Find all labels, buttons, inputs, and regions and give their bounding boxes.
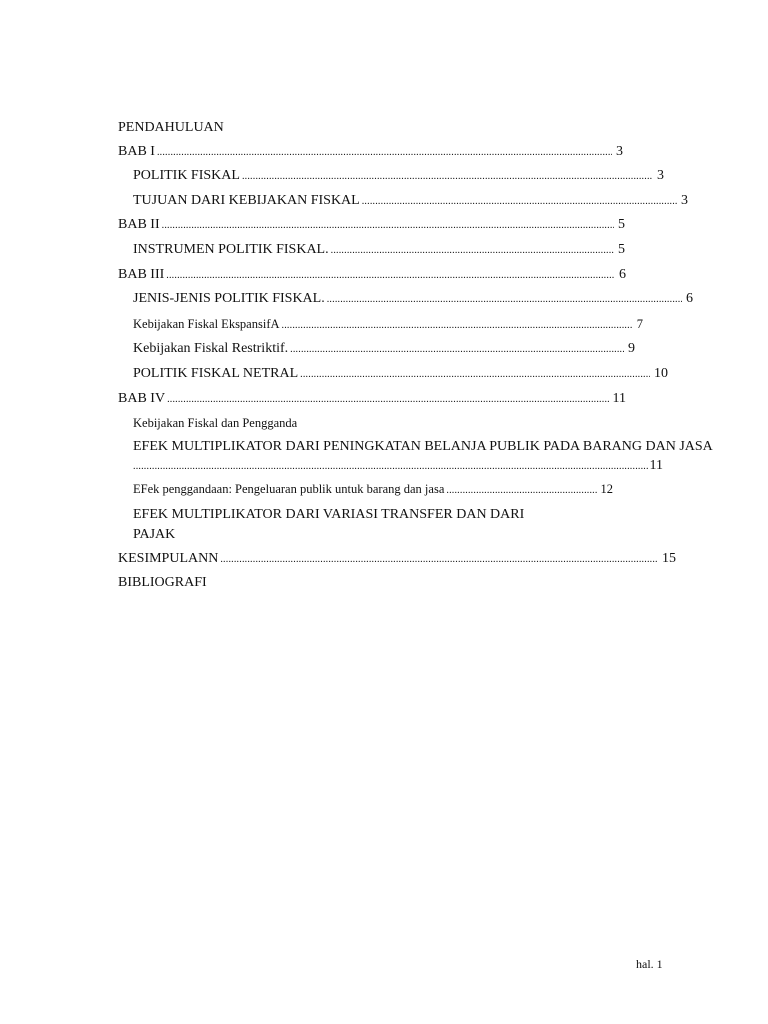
toc-title: BAB I bbox=[118, 143, 155, 159]
toc-page-number: 11 bbox=[649, 457, 663, 473]
toc-entry-instrumen bbox=[118, 240, 625, 261]
toc-entry-bab-2 bbox=[118, 215, 625, 236]
toc-page-number: 3 bbox=[616, 143, 623, 159]
toc-title: BAB IV bbox=[118, 390, 166, 406]
toc-page-number: 12 bbox=[600, 482, 613, 497]
toc-leader-dots bbox=[300, 365, 650, 385]
toc-title: TUJUAN DARI KEBIJAKAN FISKAL bbox=[133, 192, 360, 208]
toc-title-line-2: PAJAK bbox=[133, 526, 176, 542]
toc-entry-bab-3 bbox=[118, 265, 626, 286]
toc-page-number: 3 bbox=[681, 192, 688, 208]
toc-leader-dots bbox=[157, 143, 612, 163]
toc-leader-dots bbox=[166, 266, 615, 286]
toc-title: BAB II bbox=[118, 217, 160, 233]
toc-page-number: 11 bbox=[612, 390, 626, 406]
toc-entry-kesimpulan bbox=[118, 549, 676, 570]
toc-leader-dots bbox=[290, 340, 624, 360]
toc-page-number: 10 bbox=[654, 365, 668, 381]
toc-title: INSTRUMEN POLITIK FISKAL. bbox=[133, 241, 329, 257]
toc-title: EFek penggandaan: Pengeluaran publik untuk barang dan jasa bbox=[133, 482, 445, 497]
toc-leader-dots bbox=[133, 458, 648, 476]
toc-leader-line bbox=[133, 457, 663, 476]
toc-entry-bab-4 bbox=[118, 389, 626, 410]
toc-title: JENIS-JENIS POLITIK FISKAL. bbox=[133, 291, 325, 307]
toc-leader-dots bbox=[167, 390, 608, 410]
toc-title: Kebijakan Fiskal Restriktif. bbox=[133, 341, 289, 357]
toc-title: BIBLIOGRAFI bbox=[118, 575, 207, 591]
toc-title: BAB III bbox=[118, 266, 165, 282]
table-of-contents bbox=[118, 118, 718, 597]
toc-entry-tujuan bbox=[118, 191, 688, 212]
toc-entry-pendahuluan bbox=[118, 118, 718, 138]
toc-entry-efek-belanja bbox=[118, 437, 718, 476]
toc-title: KESIMPULANN bbox=[118, 550, 219, 566]
toc-page-number: 15 bbox=[662, 550, 676, 566]
toc-title: PENDAHULUAN bbox=[118, 120, 224, 135]
toc-title-line-1: EFEK MULTIPLIKATOR DARI VARIASI TRANSFER DAN DARI bbox=[133, 506, 525, 522]
toc-title: EFEK MULTIPLIKATOR DARI PENINGKATAN BELANJA PUBLIK PADA BARANG DAN JASA bbox=[133, 438, 713, 454]
toc-entry-bab-1 bbox=[118, 142, 623, 163]
toc-title: POLITIK FISKAL bbox=[133, 168, 240, 184]
toc-entry-bibliografi bbox=[118, 573, 718, 593]
toc-title: POLITIK FISKAL NETRAL bbox=[133, 365, 299, 381]
toc-page-number: 5 bbox=[618, 241, 625, 257]
toc-entry-ekspansif bbox=[118, 314, 643, 336]
toc-leader-dots bbox=[242, 167, 653, 187]
toc-leader-dots bbox=[162, 216, 614, 236]
toc-page-number: 7 bbox=[636, 316, 643, 331]
page-number-footer: hal. 1 bbox=[636, 957, 663, 971]
toc-entry-restriktif bbox=[118, 339, 635, 360]
toc-leader-dots bbox=[362, 192, 677, 212]
toc-title: Kebijakan Fiskal EkspansifA bbox=[133, 316, 280, 331]
toc-leader-dots bbox=[220, 550, 658, 570]
toc-leader-dots bbox=[327, 290, 682, 310]
toc-entry-politik-fiskal bbox=[118, 166, 664, 187]
toc-entry-pengganda bbox=[118, 413, 718, 433]
toc-page-number: 6 bbox=[686, 291, 693, 307]
toc-entry-efek-transfer bbox=[118, 505, 718, 545]
toc-entry-efek-pengganda bbox=[118, 479, 613, 501]
toc-leader-dots bbox=[282, 316, 633, 336]
toc-page-number: 6 bbox=[619, 266, 626, 282]
toc-page-number: 3 bbox=[657, 168, 664, 184]
toc-page-number: 5 bbox=[618, 217, 625, 233]
toc-page-number: 9 bbox=[628, 341, 635, 357]
toc-entry-netral bbox=[118, 364, 668, 385]
toc-title: Kebijakan Fiskal dan Pengganda bbox=[133, 416, 298, 431]
toc-entry-jenis bbox=[118, 289, 693, 310]
toc-leader-dots bbox=[331, 241, 614, 261]
toc-leader-dots bbox=[446, 481, 596, 501]
